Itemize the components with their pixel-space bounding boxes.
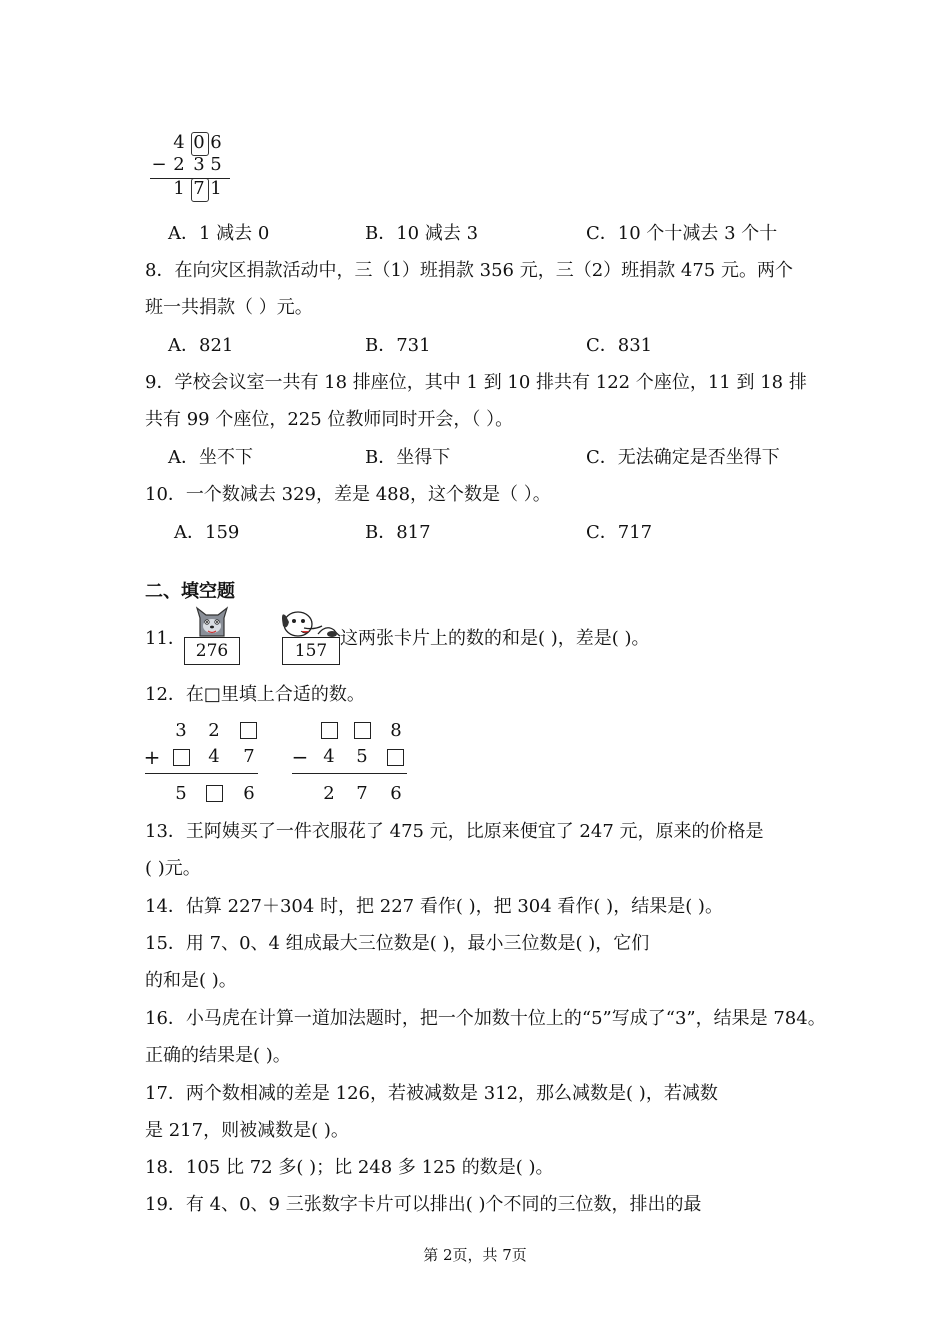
q8-line2: 班一共捐款（ ）元。 xyxy=(145,297,313,318)
tens-highlight-box-bottom xyxy=(191,178,209,202)
calc-digit: 6 xyxy=(210,132,222,153)
q16-line2: 正确的结果是( )。 xyxy=(145,1045,291,1066)
tens-highlight-box-top xyxy=(191,132,209,156)
digit: 5 xyxy=(356,746,368,767)
wolf-icon xyxy=(192,606,232,638)
q11-number: 11． xyxy=(145,628,186,649)
page-footer: 第 2页，共 7页 xyxy=(423,1246,527,1264)
q11-text: 这两张卡片上的数的和是( )，差是( )。 xyxy=(340,628,650,649)
minus-operator: − xyxy=(291,745,309,769)
digit: 4 xyxy=(208,746,220,767)
calc-digit: 0 xyxy=(193,132,205,153)
q9-line2: 共有 99 个座位，225 位教师同时开会，（ ）。 xyxy=(145,409,514,430)
q8-option-a: A．821 xyxy=(168,335,234,356)
number-card-1: 276 xyxy=(184,637,240,665)
number-card-2: 157 xyxy=(282,637,340,665)
digit: 8 xyxy=(390,720,402,741)
calc-line xyxy=(145,773,258,774)
calc-digit: 7 xyxy=(193,178,205,199)
dog-icon xyxy=(274,604,342,638)
digit: 6 xyxy=(243,783,255,804)
q7-option-b: B．10 减去 3 xyxy=(365,223,479,244)
answer-box[interactable] xyxy=(240,722,257,739)
digit: 4 xyxy=(323,746,335,767)
q9-option-b: B．坐得下 xyxy=(365,447,451,468)
answer-box[interactable] xyxy=(354,722,371,739)
digit: 3 xyxy=(175,720,187,741)
q7-option-a: A．1 减去 0 xyxy=(168,223,270,244)
q16-line1: 16．小马虎在计算一道加法题时，把一个加数十位上的“5”写成了“3”，结果是 784。 xyxy=(145,1008,826,1029)
q18-text: 18．105 比 72 多( )；比 248 多 125 的数是( )。 xyxy=(145,1157,554,1178)
q7-option-c: C．10 个十减去 3 个十 xyxy=(586,223,778,244)
section-heading: 二、填空题 xyxy=(145,581,235,602)
q15-line2: 的和是( )。 xyxy=(145,970,237,991)
calc-digit: 2 xyxy=(173,154,185,175)
digit: 7 xyxy=(243,746,255,767)
q9-option-a: A．坐不下 xyxy=(168,447,253,468)
q10-line1: 10．一个数减去 329，差是 488，这个数是（ ）。 xyxy=(145,484,551,505)
calc-line xyxy=(150,178,230,179)
q14-text: 14．估算 227＋304 时，把 227 看作( )，把 304 看作( )，结果是( )。 xyxy=(145,896,723,917)
calc-digit: 1 xyxy=(173,178,185,199)
q10-option-c: C．717 xyxy=(586,522,653,543)
q10-option-a: A．159 xyxy=(174,522,240,543)
q19-line1: 19．有 4、0、9 三张数字卡片可以排出( )个不同的三位数，排出的最 xyxy=(145,1194,702,1215)
answer-box[interactable] xyxy=(387,749,404,766)
plus-operator: + xyxy=(143,745,161,769)
answer-box[interactable] xyxy=(173,749,190,766)
calc-digit: 1 xyxy=(210,178,222,199)
calc-operator: − xyxy=(151,154,167,175)
q13-line2: ( )元。 xyxy=(145,858,201,879)
q9-line1: 9．学校会议室一共有 18 排座位，其中 1 到 10 排共有 122 个座位，11 到 18 排 xyxy=(145,372,807,393)
q17-line1: 17．两个数相减的差是 126，若被减数是 312，那么减数是( )，若减数 xyxy=(145,1083,718,1104)
q17-line2: 是 217，则被减数是( )。 xyxy=(145,1120,349,1141)
calc-digit: 4 xyxy=(173,132,185,153)
q13-line1: 13．王阿姨买了一件衣服花了 475 元，比原来便宜了 247 元，原来的价格是 xyxy=(145,821,764,842)
q8-line1: 8．在向灾区捐款活动中，三（1）班捐款 356 元，三（2）班捐款 475 元。两个 xyxy=(145,260,793,281)
q8-option-b: B．731 xyxy=(365,335,431,356)
digit: 6 xyxy=(390,783,402,804)
answer-box[interactable] xyxy=(321,722,338,739)
calc-digit: 5 xyxy=(210,154,222,175)
q12-text: 12．在□里填上合适的数。 xyxy=(145,684,365,705)
calc-line xyxy=(292,773,407,774)
calc-digit: 3 xyxy=(193,154,205,175)
q15-line1: 15．用 7、0、4 组成最大三位数是( )，最小三位数是( )，它们 xyxy=(145,933,650,954)
q10-option-b: B．817 xyxy=(365,522,431,543)
answer-box[interactable] xyxy=(206,785,223,802)
digit: 2 xyxy=(208,720,220,741)
digit: 5 xyxy=(175,783,187,804)
q8-option-c: C．831 xyxy=(586,335,653,356)
q9-option-c: C．无法确定是否坐得下 xyxy=(586,447,780,468)
digit: 7 xyxy=(356,783,368,804)
digit: 2 xyxy=(323,783,335,804)
